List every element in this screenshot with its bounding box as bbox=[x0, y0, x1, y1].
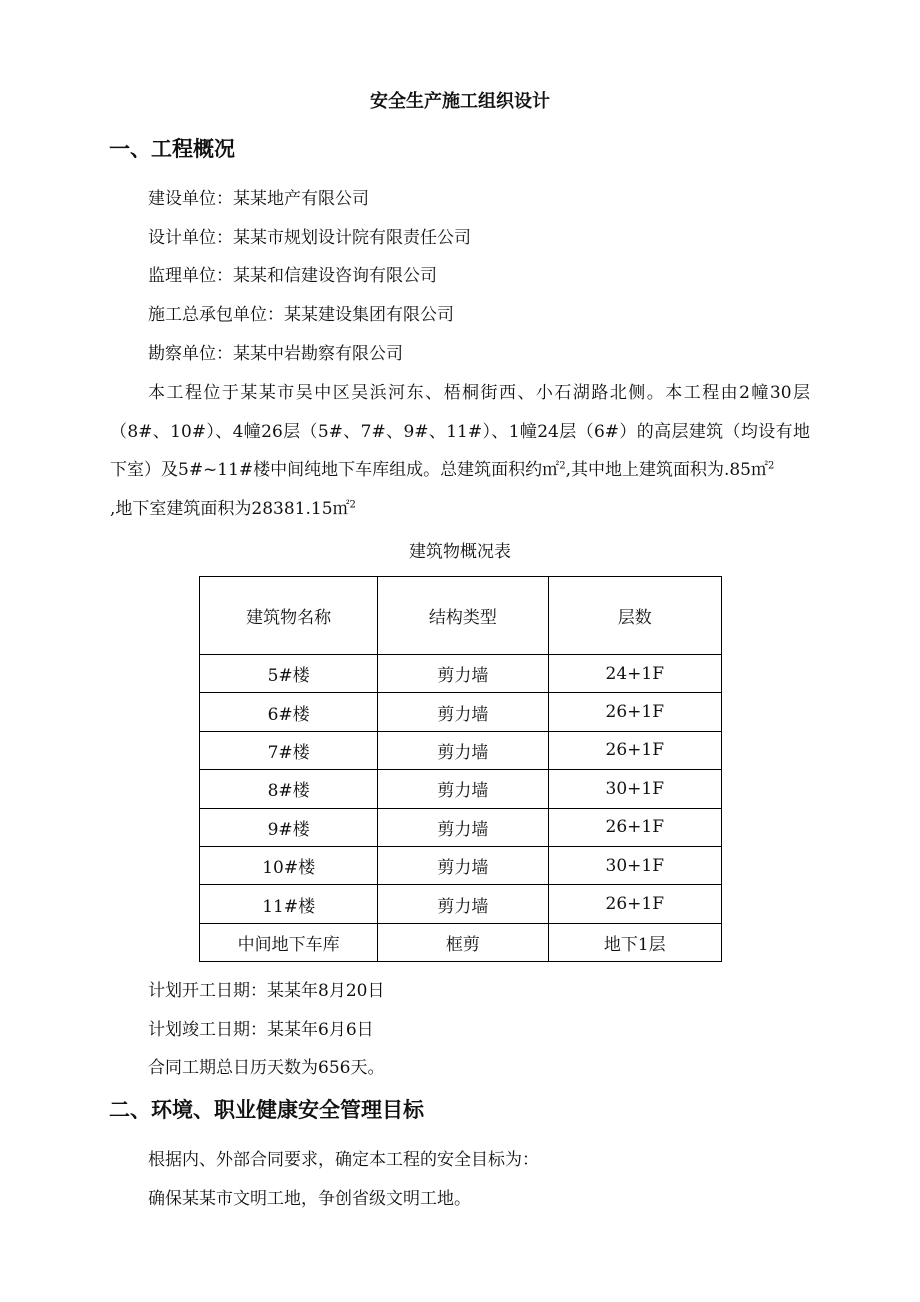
column-header-floors: 层数 bbox=[548, 577, 721, 655]
table-row bbox=[200, 770, 722, 808]
safety-goal-intro: 根据内、外部合同要求，确定本工程的安全目标为： bbox=[148, 1150, 539, 1170]
info-line-developer: 建设单位：某某地产有限公司 bbox=[148, 189, 369, 209]
table-row bbox=[200, 808, 722, 846]
cell-floors: 26+1F bbox=[548, 808, 721, 846]
cell-structure-type: 剪力墙 bbox=[378, 655, 548, 693]
cell-building-name: 11#楼 bbox=[200, 885, 378, 923]
cell-structure-type: 剪力墙 bbox=[378, 693, 548, 731]
column-header-name: 建筑物名称 bbox=[200, 577, 378, 655]
building-overview-table bbox=[199, 576, 722, 962]
planned-completion-date: 计划竣工日期：某某年6月6日 bbox=[148, 1020, 374, 1040]
cell-floors: 26+1F bbox=[548, 731, 721, 769]
document-title: 安全生产施工组织设计 bbox=[370, 91, 550, 112]
table-row bbox=[200, 693, 722, 731]
table-row bbox=[200, 885, 722, 923]
cell-structure-type: 框剪 bbox=[378, 923, 548, 961]
cell-structure-type: 剪力墙 bbox=[378, 731, 548, 769]
table-row bbox=[200, 923, 722, 961]
info-line-contractor: 施工总承包单位：某某建设集团有限公司 bbox=[148, 305, 454, 325]
cell-floors: 26+1F bbox=[548, 693, 721, 731]
superscript-1: 2 bbox=[559, 460, 566, 472]
table-row bbox=[200, 846, 722, 884]
column-header-structure: 结构类型 bbox=[378, 577, 548, 655]
cell-floors: 26+1F bbox=[548, 885, 721, 923]
table-row bbox=[200, 655, 722, 693]
info-line-supervisor: 监理单位：某某和信建设咨询有限公司 bbox=[148, 266, 437, 286]
table-row bbox=[200, 731, 722, 769]
cell-building-name: 6#楼 bbox=[200, 693, 378, 731]
cell-floors: 地下1层 bbox=[548, 923, 721, 961]
paragraph-text-3: ,地下室建筑面积为28381.15㎡ bbox=[110, 499, 350, 520]
info-line-designer: 设计单位：某某市规划设计院有限责任公司 bbox=[148, 228, 471, 248]
superscript-3: 2 bbox=[349, 499, 356, 511]
paragraph-text-2: ,其中地上建筑面积为.85㎡ bbox=[565, 460, 769, 481]
cell-structure-type: 剪力墙 bbox=[378, 770, 548, 808]
cell-building-name: 8#楼 bbox=[200, 770, 378, 808]
cell-floors: 30+1F bbox=[548, 770, 721, 808]
cell-building-name: 10#楼 bbox=[200, 846, 378, 884]
project-description-paragraph bbox=[110, 374, 810, 529]
cell-building-name: 9#楼 bbox=[200, 808, 378, 846]
cell-floors: 30+1F bbox=[548, 846, 721, 884]
superscript-2: 2 bbox=[768, 460, 775, 472]
cell-building-name: 中间地下车库 bbox=[200, 923, 378, 961]
cell-structure-type: 剪力墙 bbox=[378, 846, 548, 884]
cell-building-name: 7#楼 bbox=[200, 731, 378, 769]
safety-goal-target: 确保某某市文明工地，争创省级文明工地。 bbox=[148, 1189, 471, 1209]
planned-start-date: 计划开工日期：某某年8月20日 bbox=[148, 981, 385, 1001]
cell-building-name: 5#楼 bbox=[200, 655, 378, 693]
info-line-survey: 勘察单位：某某中岩勘察有限公司 bbox=[148, 344, 403, 364]
cell-structure-type: 剪力墙 bbox=[378, 885, 548, 923]
contract-duration: 合同工期总日历天数为656天。 bbox=[148, 1058, 385, 1078]
paragraph-text-1: 本工程位于某某市吴中区吴浜河东、梧桐街西、小石湖路北侧。本工程由2幢30层（8#、10#）、4幢26层（5#、7#、9#、11#）、1幢24层（6#）的高层建筑（均设有地下室）及5#~11#楼中间纯地下车库组成。总建筑面积约㎡ bbox=[110, 383, 810, 481]
cell-structure-type: 剪力墙 bbox=[378, 808, 548, 846]
section-heading-safety-goals: 二、环境、职业健康安全管理目标 bbox=[109, 1097, 424, 1122]
table-header-row bbox=[200, 577, 722, 655]
table-caption: 建筑物概况表 bbox=[409, 542, 511, 562]
section-heading-overview: 一、工程概况 bbox=[109, 136, 235, 161]
cell-floors: 24+1F bbox=[548, 655, 721, 693]
